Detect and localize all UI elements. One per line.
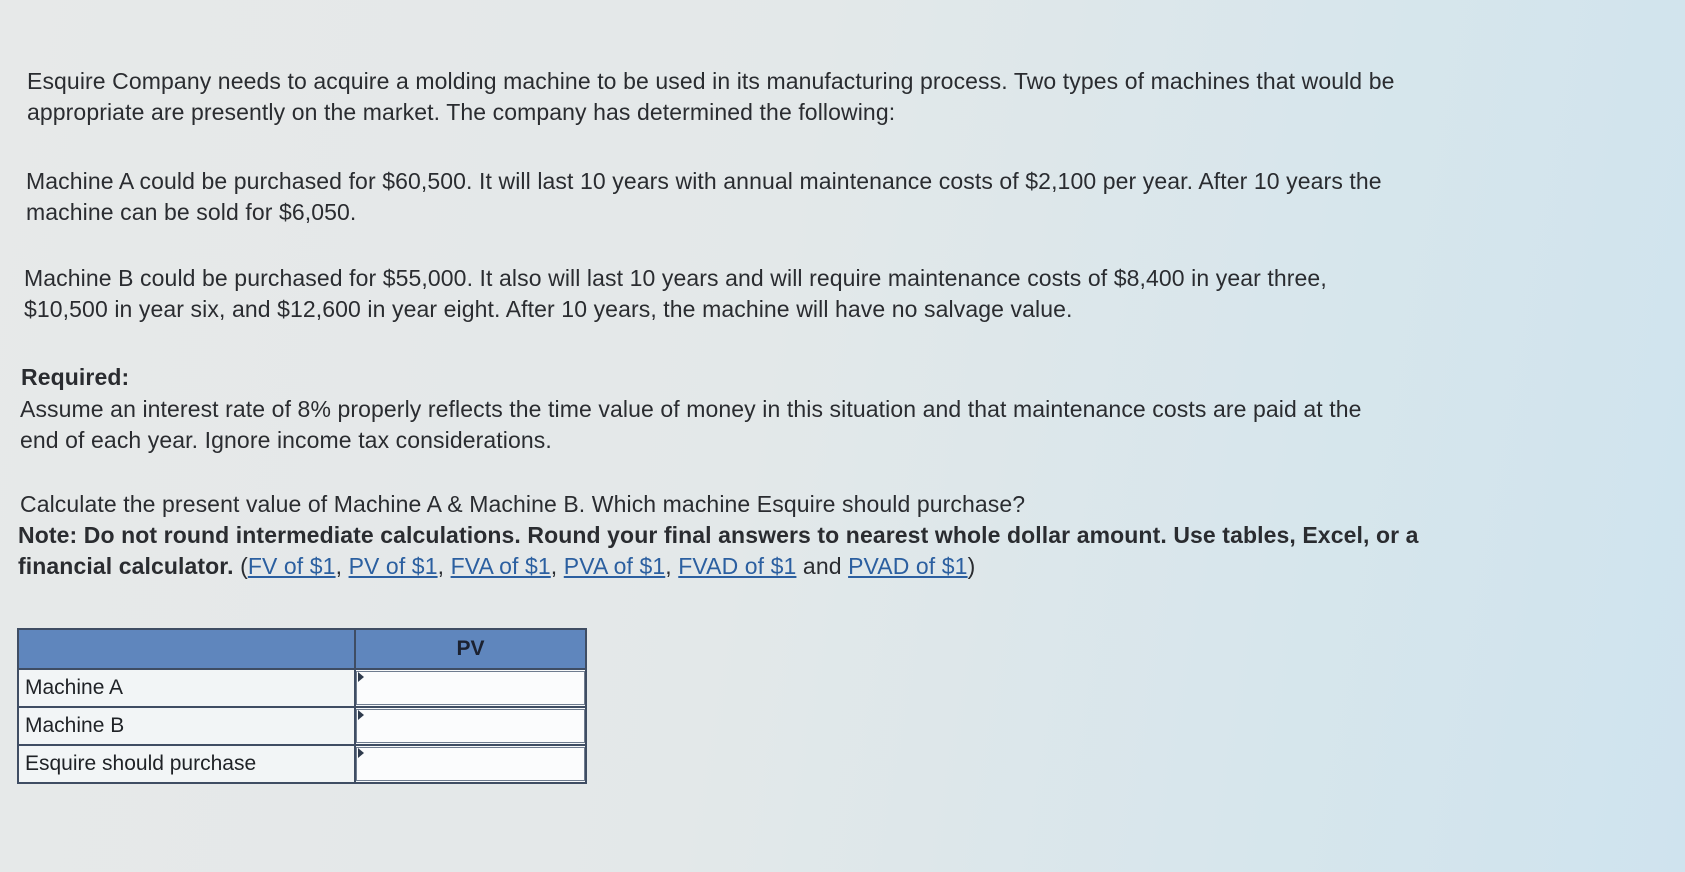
required-line-2: end of each year. Ignore income tax considerations.	[20, 427, 552, 453]
separator: ,	[437, 553, 451, 579]
link-fv-of-1[interactable]: FV of $1	[247, 553, 336, 579]
calculate-instruction: Calculate the present value of Machine A & Machine B. Which machine Esquire should purchase?	[20, 491, 1026, 517]
table-row	[18, 745, 586, 783]
separator: ,	[335, 553, 349, 579]
note-line-2	[18, 551, 975, 582]
row-label-machine-b: Machine B	[18, 707, 355, 745]
row-label-machine-a: Machine A	[18, 669, 355, 707]
machine-b-pv-input[interactable]	[356, 709, 585, 743]
machine-a-pv-input[interactable]	[356, 671, 585, 705]
link-fva-of-1[interactable]: FVA of $1	[450, 553, 551, 579]
cell-marker-icon	[358, 710, 364, 720]
machine-a-paragraph	[26, 166, 1382, 228]
answer-table	[17, 628, 587, 784]
paren-close: )	[967, 553, 976, 579]
pv-cell-machine-a	[355, 669, 586, 707]
link-pvad-of-1[interactable]: PVAD of $1	[848, 553, 968, 579]
machine-a-line-1: Machine A could be purchased for $60,500. It will last 10 years with annual maintenance costs of $2,100 per year. After 10 years the	[26, 168, 1382, 194]
required-paragraph	[20, 394, 1362, 456]
purchase-choice-select[interactable]	[356, 747, 585, 781]
note-financial-calculator: financial calculator.	[18, 553, 234, 579]
cell-marker-icon	[358, 672, 364, 682]
machine-b-paragraph	[24, 263, 1327, 325]
machine-b-line-1: Machine B could be purchased for $55,000. It also will last 10 years and will require maintenance costs of $8,400 in year three,	[24, 265, 1327, 291]
separator: ,	[550, 553, 564, 579]
required-heading: Required:	[21, 364, 130, 390]
table-row	[18, 707, 586, 745]
link-pv-of-1[interactable]: PV of $1	[348, 553, 438, 579]
intro-line-1: Esquire Company needs to acquire a molding machine to be used in its manufacturing process. Two types of machines that would be	[27, 68, 1395, 94]
intro-paragraph	[27, 66, 1394, 128]
link-pva-of-1[interactable]: PVA of $1	[563, 553, 666, 579]
note-line-1: Note: Do not round intermediate calculations. Round your final answers to nearest whole dollar amount. Use tables, Excel, or a	[18, 522, 1419, 548]
answer-table-header-row	[18, 629, 586, 669]
table-row	[18, 669, 586, 707]
machine-b-line-2: $10,500 in year six, and $12,600 in year eight. After 10 years, the machine will have no salvage value.	[24, 296, 1073, 322]
required-line-1: Assume an interest rate of 8% properly reflects the time value of money in this situation and that maintenance costs are paid at the	[20, 396, 1362, 422]
paren-open: (	[233, 553, 248, 579]
separator: ,	[665, 553, 679, 579]
header-pv-cell: PV	[355, 629, 586, 669]
dropdown-marker-icon	[358, 748, 364, 758]
and-text: and	[796, 553, 849, 579]
intro-line-2: appropriate are presently on the market. The company has determined the following:	[27, 99, 896, 125]
pv-cell-machine-b	[355, 707, 586, 745]
link-fvad-of-1[interactable]: FVAD of $1	[678, 553, 797, 579]
purchase-cell	[355, 745, 586, 783]
row-label-esquire-should-purchase: Esquire should purchase	[18, 745, 355, 783]
header-label-cell	[18, 629, 355, 669]
machine-a-line-2: machine can be sold for $6,050.	[26, 199, 357, 225]
